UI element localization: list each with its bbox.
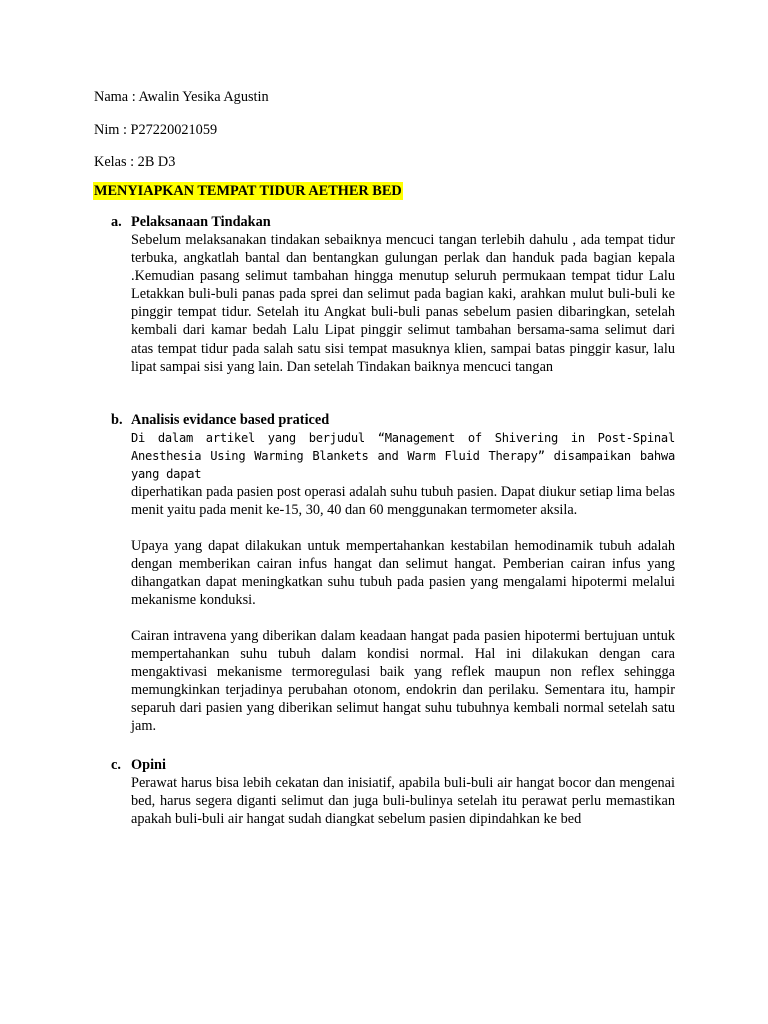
paragraph: diperhatikan pada pasien post operasi adalah suhu tubuh pasien. Dapat diukur setiap lima belas menit yaitu pada menit ke-15, 30, 40 dan 60 menggunakan termometer aksila. — [131, 484, 675, 519]
paragraph: Sebelum melaksanakan tindakan sebaiknya mencuci tangan terlebih dahulu , ada tempat tidur terbuka, angkatlah bantal dan bentangkan gulungan perlak dan handuk pada bagian kepala .Kemudian pasang selimut tambahan hingga menutup seluruh permukaan tempat tidur Lalu Letakkan buli-buli panas pada sprei dan selimut pada bagian kaki, arahkan mulut buli-buli ke pinggir tempat tidur. Setelah itu Angkat buli-buli panas sebelum pasien dibaringkan, setelah kembali dari kamar bedah Lalu Lipat pinggir selimut tambahan bersama-sama selimut dari atas tempat tidur pada salah satu sisi tempat masuknya klien, sampai batas pinggir kasur, lalu lipat sampai sisi yang lain. Dan setelah Tindakan baiknya mencuci tangan — [131, 232, 675, 375]
section-marker: c. — [111, 757, 121, 773]
section-body — [131, 774, 675, 828]
paragraph: Cairan intravena yang diberikan dalam keadaan hangat pada pasien hipotermi bertujuan untuk mempertahankan suhu tubuh dalam kondisi normal. Hal ini dilakukan dengan cara mengaktivasi mekanisme termoregulasi baik yang reflek maupun non reflex sehingga memungkinkan terjadinya perubahan otonom, endokrin dan perilaku. Sementara itu, hampir separuh dari pasien yang diberikan selimut hangat suhu tubuhnya kembali normal setelah satu jam. — [131, 627, 675, 735]
section-body — [131, 429, 675, 735]
student-id: Nim : P27220021059 — [94, 122, 218, 138]
section-marker: a. — [111, 214, 122, 230]
paragraph-article-citation: Di dalam artikel yang berjudul “Management of Shivering in Post-Spinal Anesthesia Using Warming Blankets and Warm Fluid Therapy” disampaikan bahwa yang dapat — [131, 431, 675, 482]
section-body — [131, 231, 675, 376]
paragraph: Perawat harus bisa lebih cekatan dan inisiatif, apabila buli-buli air hangat bocor dan mengenai bed, harus segera diganti selimut dan juga buli-bulinya setelah itu perawat perlu memastikan apakah buli-buli air hangat sudah diangkat sebelum pasien dipindahkan ke bed — [131, 775, 675, 828]
paragraph: Upaya yang dapat dilakukan untuk mempertahankan kestabilan hemodinamik tubuh adalah dengan memberikan cairan infus hangat dan selimut hangat. Pemberian cairan infus yang dihangatkan dapat meningkatkan suhu tubuh pada pasien yang mengalami hipotermi melalui mekanisme konduksi. — [131, 537, 675, 609]
section-heading: Opini — [131, 757, 166, 773]
student-name: Nama : Awalin Yesika Agustin — [94, 89, 269, 105]
document-title: MENYIAPKAN TEMPAT TIDUR AETHER BED — [94, 183, 402, 199]
student-class: Kelas : 2B D3 — [94, 154, 176, 170]
section-marker: b. — [111, 412, 123, 428]
section-heading: Pelaksanaan Tindakan — [131, 214, 271, 230]
section-heading: Analisis evidance based praticed — [131, 412, 330, 428]
